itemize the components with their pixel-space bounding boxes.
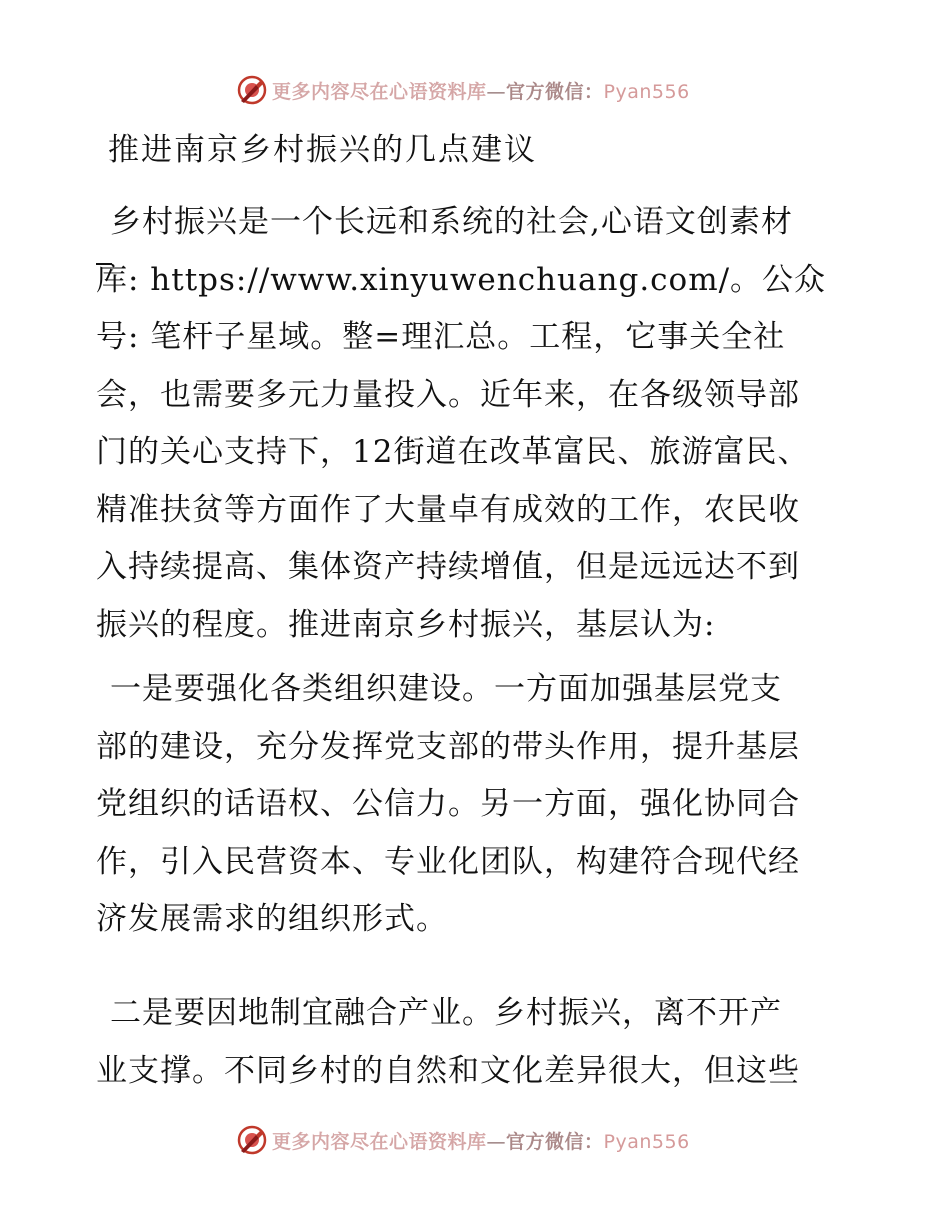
- wechat-id: Pyan556: [603, 80, 690, 103]
- separator: —: [486, 1130, 507, 1153]
- paragraph-line: 号: 笔杆子星域。整=理汇总。工程，它事关全社: [96, 319, 786, 355]
- site-text: 更多内容尽在心语资料库: [272, 80, 487, 103]
- paragraph-2: [96, 661, 856, 949]
- site-text: 更多内容尽在心语资料库: [272, 1130, 487, 1153]
- pen-logo-icon: [236, 1124, 268, 1156]
- footer-banner: [0, 1120, 950, 1160]
- wechat-id: Pyan556: [603, 1130, 690, 1153]
- paragraph-line: 党组织的话语权、公信力。另一方面，强化协同合: [96, 786, 800, 822]
- paragraph-line: 会，也需要多元力量投入。近年来，在各级领导部: [96, 376, 800, 413]
- paragraph-line: 振兴的程度。推进南京乡村振兴，基层认为:: [96, 606, 716, 643]
- paragraph-line: 门的关心支持下，12街道在改革富民、旅游富民、: [96, 434, 810, 470]
- paragraph-line: 乡村振兴是一个长远和系统的社会,心语文创素材: [110, 204, 793, 240]
- paragraph-1: [96, 194, 856, 654]
- paragraph-line: 二是要因地制宜融合产业。乡村振兴，离不开产: [110, 995, 782, 1031]
- header-banner: [0, 70, 950, 110]
- paragraph-line: 精准扶贫等方面作了大量卓有成效的工作，农民收: [96, 491, 800, 528]
- header-banner-content: [236, 70, 690, 110]
- footer-banner-content: [236, 1120, 690, 1160]
- footer-banner-text: [272, 1127, 690, 1154]
- paragraph-line: 业支撑。不同乡村的自然和文化差异很大，但这些: [96, 1052, 800, 1089]
- pen-logo-icon: [236, 74, 268, 106]
- paragraph-line: 部的建设，充分发挥党支部的带头作用，提升基层: [96, 728, 800, 765]
- paragraph-line: 库: https://www.xinyuwenchuang.com/。公众: [96, 261, 827, 298]
- document-title: 推进南京乡村振兴的几点建议: [108, 132, 537, 168]
- paragraph-line: 作，引入民营资本、专业化团队，构建符合现代经: [96, 843, 800, 880]
- separator: —: [486, 80, 507, 103]
- paragraph-line: 一是要强化各类组织建设。一方面加强基层党支: [110, 671, 782, 707]
- paragraph-3: [96, 985, 856, 1100]
- wechat-label: 官方微信：: [506, 80, 604, 103]
- wechat-label: 官方微信：: [506, 1130, 604, 1153]
- paragraph-line: 济发展需求的组织形式。: [96, 901, 448, 937]
- paragraph-line: 入持续提高、集体资产持续增值，但是远远达不到: [96, 549, 800, 585]
- header-banner-text: [272, 77, 690, 104]
